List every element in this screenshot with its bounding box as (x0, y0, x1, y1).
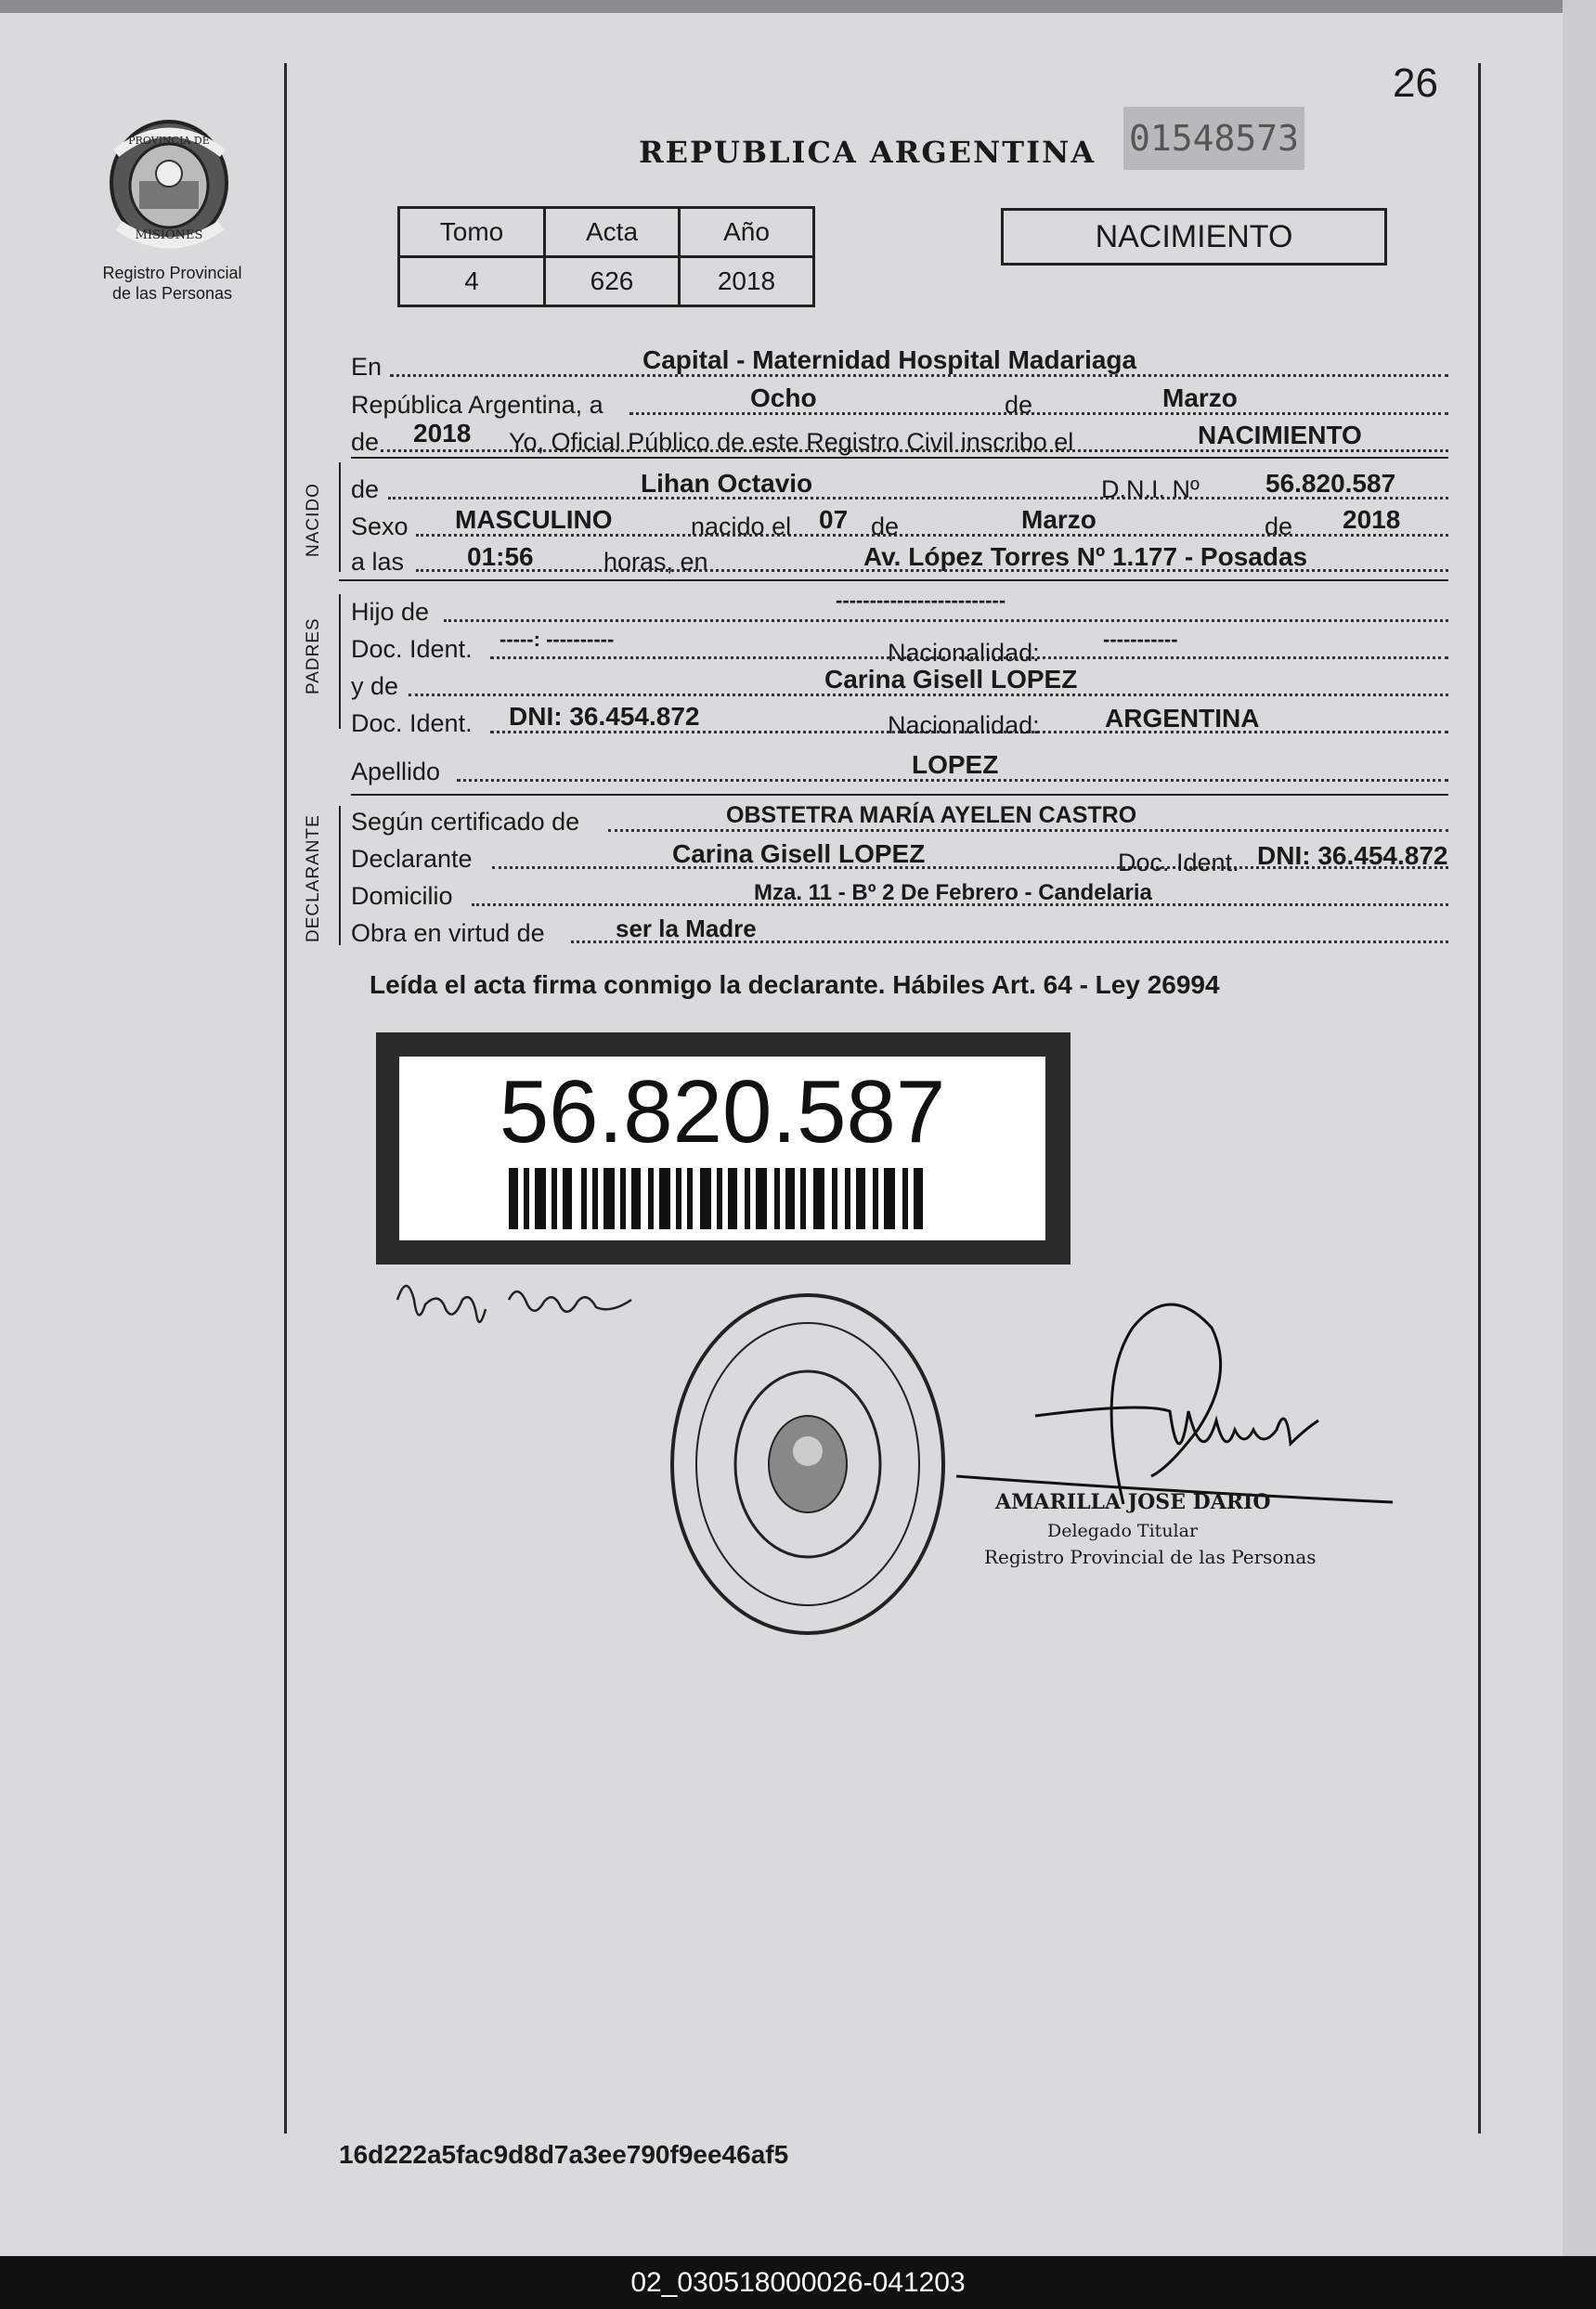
section-line (339, 594, 341, 729)
apellido-value: LOPEZ (912, 750, 999, 779)
nacionalidad-label: Nacionalidad: (888, 711, 1040, 739)
domicilio-label: Domicilio (351, 882, 453, 910)
barcode-number: 56.820.587 (499, 1062, 946, 1161)
anio-value: 2018 (680, 257, 814, 306)
closing-note: Leída el acta firma conmigo la declarante. Hábiles Art. 64 - Ley 26994 (370, 970, 1220, 999)
yde-label: y de (351, 672, 399, 700)
dia-value: Ocho (750, 383, 817, 412)
official-name: AMARILLA JOSE DARIO (995, 1490, 1271, 1514)
province-coat-of-arms-icon (102, 116, 237, 255)
tomo-value: 4 (399, 257, 545, 306)
nacido-anio-value: 2018 (1343, 505, 1401, 534)
official-signature-icon (956, 1291, 1402, 1523)
declarante-doc-value: DNI: 36.454.872 (1257, 841, 1448, 870)
section-line (339, 806, 341, 945)
nacido-dia-value: 07 (819, 505, 849, 534)
svg-text:MISIONES: MISIONES (135, 228, 203, 242)
alas-label: a las (351, 548, 405, 576)
official-seal-icon (667, 1289, 950, 1640)
declarante-label: Declarante (351, 845, 473, 873)
madre-doc-value: DNI: 36.454.872 (509, 702, 700, 731)
document-title: REPUBLICA ARGENTINA (639, 135, 1096, 170)
dni-value: 56.820.587 (1265, 469, 1396, 498)
official-registry: Registro Provincial de las Personas (984, 1546, 1317, 1568)
lugar-value: Capital - Maternidad Hospital Madariaga (642, 345, 1137, 374)
anio-intro-value: 2018 (413, 419, 472, 448)
padre-value: ------------------------- (836, 589, 1006, 612)
sexo-value: MASCULINO (455, 505, 613, 534)
nacido-mes-value: Marzo (1021, 505, 1096, 534)
declarante-signature-icon (388, 1263, 639, 1337)
apellido-label: Apellido (351, 758, 441, 785)
serial-number: 01548573 (1123, 107, 1304, 170)
section-nacido-label: NACIDO (304, 483, 323, 557)
de-label: de (1265, 512, 1293, 540)
inscripcion-value: NACIMIENTO (1198, 421, 1362, 449)
madre-nac-value: ARGENTINA (1105, 704, 1260, 733)
scan-id-bar (0, 2256, 1596, 2309)
tomo-header: Tomo (399, 208, 545, 257)
rule (351, 457, 1448, 459)
dotted-line (444, 619, 1448, 622)
hora-value: 01:56 (467, 542, 534, 571)
dotted-line (608, 829, 1448, 832)
horas-label: horas, en (603, 548, 708, 576)
padre-nac-value: ----------- (1103, 628, 1178, 651)
logo-caption-line2: de las Personas (111, 284, 233, 303)
barcode-bars-icon (509, 1168, 927, 1229)
nacido-lugar-value: Av. López Torres Nº 1.177 - Posadas (863, 542, 1308, 571)
domicilio-value: Mza. 11 - Bº 2 De Febrero - Candelaria (754, 880, 1152, 905)
official-role: Delegado Titular (1047, 1521, 1199, 1541)
svg-text:PROVINCIA DE: PROVINCIA DE (128, 135, 210, 147)
record-table (397, 206, 815, 307)
dni-label: D.N.I. Nº (1101, 475, 1200, 503)
page-number: 26 (1393, 60, 1438, 106)
republica-label: República Argentina, a (351, 391, 603, 419)
section-padres-label: PADRES (304, 617, 323, 694)
madre-value: Carina Gisell LOPEZ (824, 665, 1078, 694)
certificado-value: OBSTETRA MARÍA AYELEN CASTRO (726, 802, 1137, 828)
nacido-label: nacido el (691, 512, 792, 540)
right-margin-line (1478, 63, 1481, 2134)
nacionalidad-label: Nacionalidad: (888, 639, 1040, 667)
nombre-value: Lihan Octavio (641, 469, 813, 498)
padre-doc-value: -----: ---------- (500, 628, 615, 651)
left-margin-line (284, 63, 287, 2134)
de-label: de (871, 512, 900, 540)
en-label: En (351, 353, 383, 381)
page-right-edge (1563, 0, 1596, 2256)
page-top-shadow (0, 0, 1596, 13)
record-type-box: NACIMIENTO (1001, 208, 1387, 266)
hijo-label: Hijo de (351, 598, 430, 626)
mes-value: Marzo (1162, 383, 1238, 412)
sexo-label: Sexo (351, 512, 409, 540)
anio-header: Año (680, 208, 814, 257)
doc-label: Doc. Ident. (351, 709, 473, 737)
de-label: de (351, 475, 380, 503)
acta-header: Acta (545, 208, 680, 257)
logo-caption (82, 263, 263, 304)
de-label: de (1005, 391, 1033, 419)
rule (339, 579, 1448, 581)
document-hash: 16d222a5fac9d8d7a3ee790f9ee46af5 (339, 2140, 789, 2169)
intro-text: Yo, Oficial Público de este Registro Civil inscribo el (509, 428, 1074, 456)
acta-value: 626 (545, 257, 680, 306)
rule (351, 794, 1448, 796)
doc-label: Doc. Ident. (351, 635, 473, 663)
obra-value: ser la Madre (616, 915, 757, 942)
de2-label: de (351, 428, 380, 456)
segun-label: Según certificado de (351, 808, 580, 836)
obra-label: Obra en virtud de (351, 919, 545, 947)
section-line (339, 462, 341, 572)
declarante-doc-label: Doc. Ident. (1118, 849, 1239, 876)
section-declarante-label: DECLARANTE (304, 814, 323, 942)
logo-caption-line1: Registro Provincial (102, 264, 242, 282)
scan-id: 02_030518000026-041203 (630, 2267, 966, 2298)
declarante-nombre-value: Carina Gisell LOPEZ (672, 839, 926, 868)
